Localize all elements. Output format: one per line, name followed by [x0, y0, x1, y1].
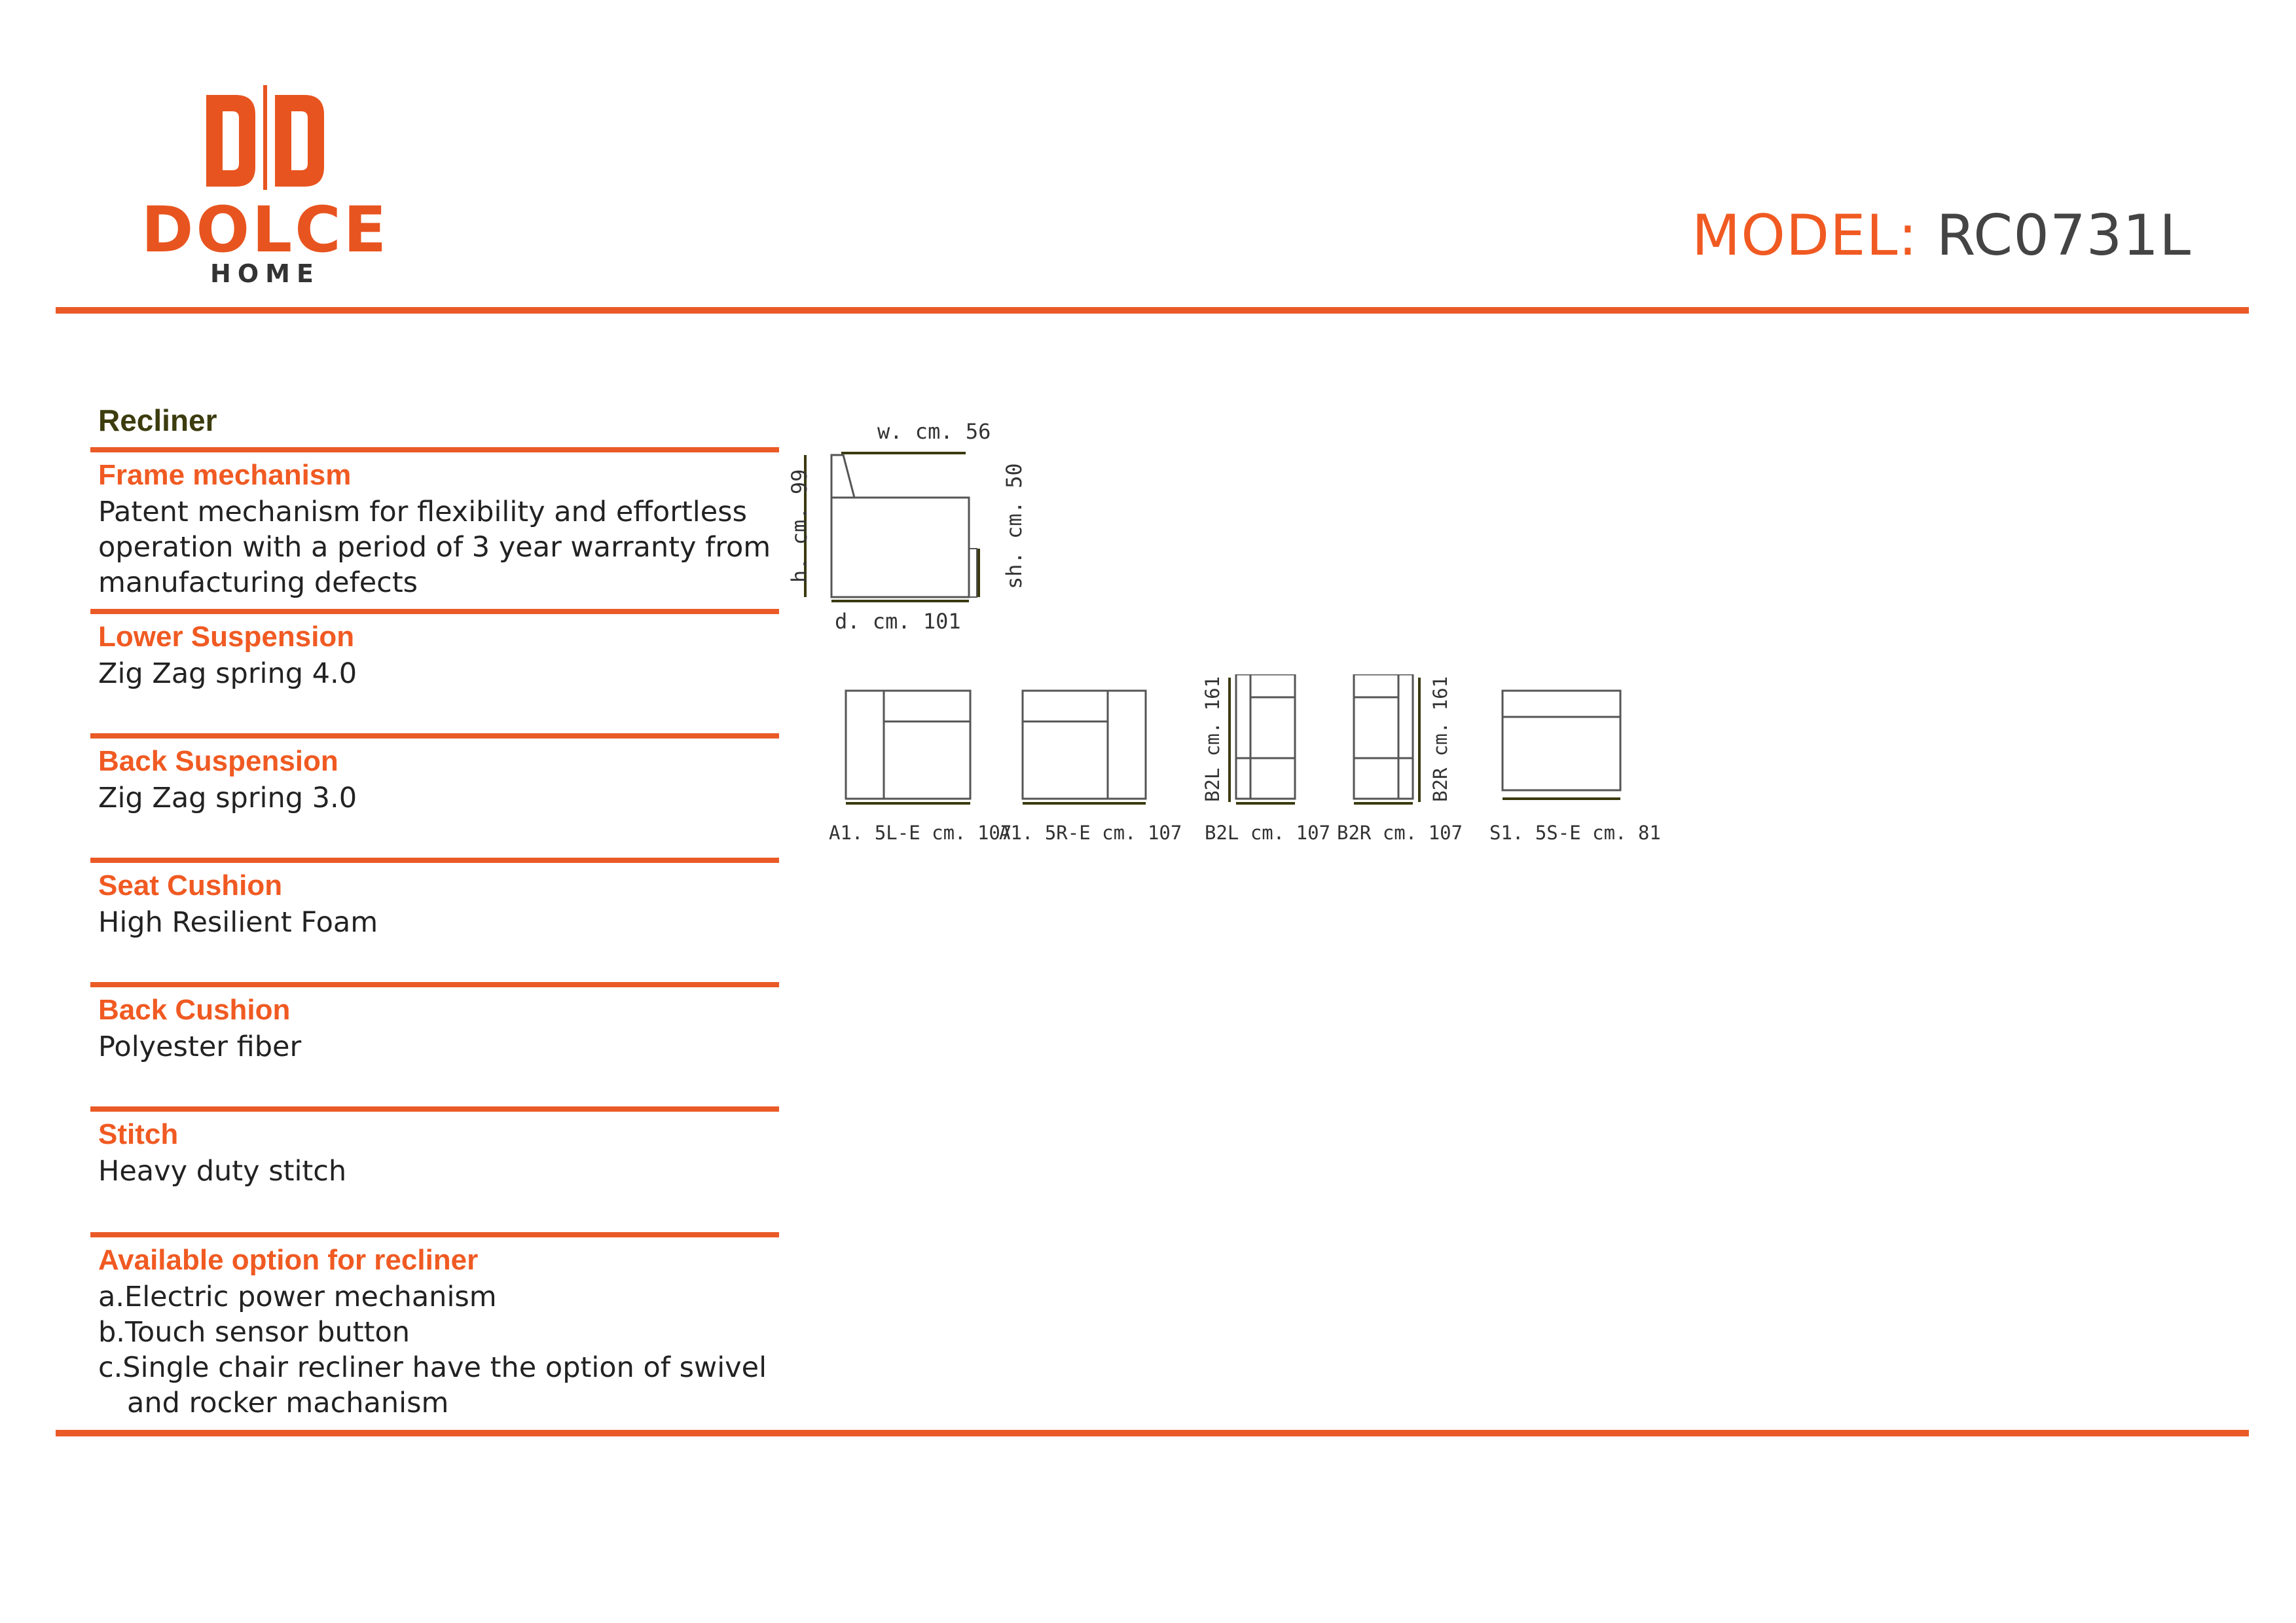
- module-drawings: [818, 674, 1669, 851]
- section-heading: Available option for recliner: [98, 1244, 479, 1276]
- section-heading: Lower Suspension: [98, 621, 355, 653]
- section-divider: [90, 733, 779, 739]
- section-line: operation with a period of 3 year warranty from: [98, 531, 771, 564]
- section-line: a.Electric power mechanism: [98, 1281, 497, 1313]
- model-value: RC0731L: [1936, 203, 2191, 268]
- section-line: Polyester fiber: [98, 1030, 302, 1063]
- module-a15r-e: [999, 691, 1182, 844]
- module-label: A1. 5L-E cm. 107: [829, 822, 1012, 844]
- module-side-label: B2L cm. 161: [1201, 676, 1224, 802]
- section-divider: [90, 447, 779, 452]
- spec-title: Recliner: [98, 403, 217, 437]
- dd-logo-mark: [200, 82, 331, 193]
- model-heading: [1692, 203, 2191, 268]
- section-line: and rocker machanism: [127, 1387, 449, 1419]
- section-line: c.Single chair recliner have the option of swivel: [98, 1351, 767, 1384]
- side-view-drawing: [779, 406, 1054, 642]
- section-heading: Frame mechanism: [98, 459, 352, 491]
- section-divider: [90, 1106, 779, 1112]
- section-line: Heavy duty stitch: [98, 1155, 347, 1188]
- section-body: [98, 1029, 779, 1065]
- section-heading: Back Suspension: [98, 745, 338, 777]
- section-line: High Resilient Foam: [98, 906, 378, 939]
- section-divider: [90, 858, 779, 863]
- recliner-outline: [831, 455, 969, 597]
- footrest-outline: [969, 549, 977, 597]
- module-side-label: B2R cm. 161: [1429, 676, 1451, 802]
- section-heading: Stitch: [98, 1118, 179, 1150]
- section-heading: Back Cushion: [98, 994, 291, 1026]
- section-divider: [90, 982, 779, 987]
- module-b2l: [1201, 674, 1330, 844]
- footer-divider: [56, 1430, 2249, 1436]
- section-heading: Seat Cushion: [98, 869, 283, 902]
- seat-height-label: sh. cm. 50: [1002, 463, 1027, 589]
- model-label: MODEL:: [1692, 203, 1918, 268]
- module-label: A1. 5R-E cm. 107: [999, 822, 1182, 844]
- section-line: b.Touch sensor button: [98, 1316, 410, 1349]
- section-divider: [90, 609, 779, 614]
- module-b2r: [1337, 674, 1463, 844]
- module-label: B2L cm. 107: [1205, 822, 1331, 844]
- section-line: Zig Zag spring 3.0: [98, 782, 357, 814]
- section-line: Patent mechanism for flexibility and effortless: [98, 496, 747, 528]
- section-line: manufacturing defects: [98, 566, 418, 599]
- module-s15s-e: [1489, 691, 1661, 844]
- module-label: B2R cm. 107: [1337, 822, 1463, 844]
- section-body: [98, 494, 779, 600]
- width-label: w. cm. 56: [877, 419, 991, 444]
- dolce-home-logo: [134, 72, 396, 295]
- height-label: h. cm. 99: [787, 469, 812, 583]
- section-body: [98, 1279, 779, 1421]
- section-body: [98, 780, 779, 816]
- header-divider: [56, 307, 2249, 314]
- section-body: [98, 905, 779, 940]
- section-body: [98, 1154, 779, 1189]
- brand-name: DOLCE: [141, 193, 390, 266]
- brand-sub: HOME: [210, 259, 320, 288]
- module-a15l-e: [829, 691, 1011, 844]
- module-label: S1. 5S-E cm. 81: [1489, 822, 1661, 844]
- section-body: [98, 656, 779, 691]
- depth-label: d. cm. 101: [835, 609, 961, 634]
- section-divider: [90, 1232, 779, 1237]
- section-line: Zig Zag spring 4.0: [98, 657, 357, 690]
